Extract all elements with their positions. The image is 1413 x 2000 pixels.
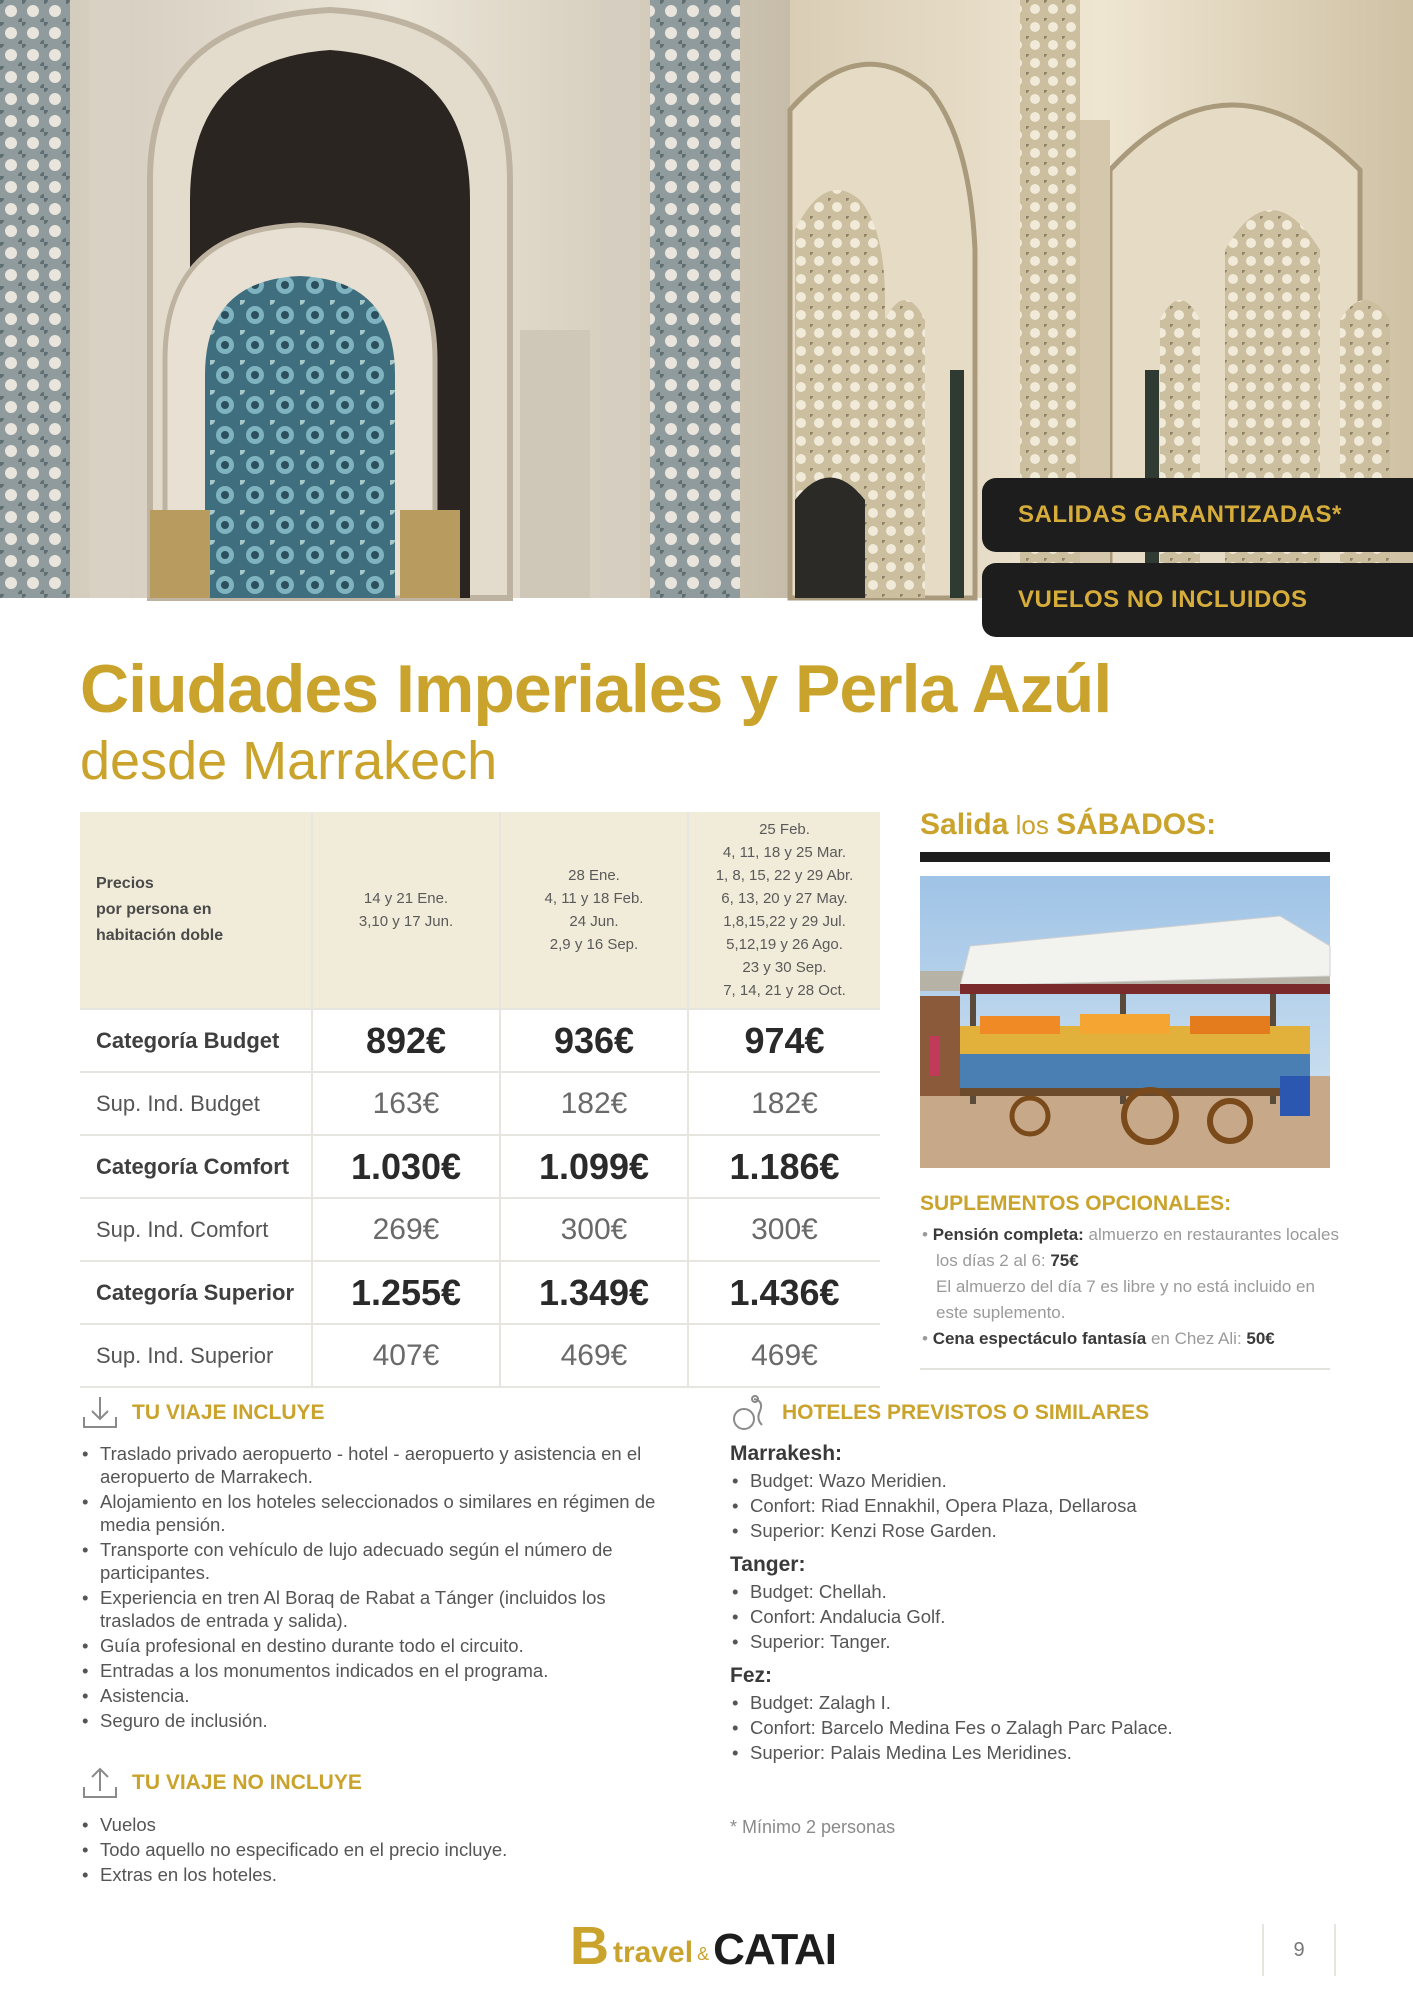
price-cell: 407€ xyxy=(312,1324,500,1387)
supplement-note: El almuerzo del día 7 es libre y no está incluido en este suplemento. xyxy=(936,1277,1315,1322)
row-label: Categoría Superior xyxy=(80,1261,312,1324)
list-item: • Alojamiento en los hoteles seleccionados o similares en régimen de media pensión. xyxy=(80,1490,680,1536)
price-cell: 1.436€ xyxy=(688,1261,880,1324)
table-row xyxy=(80,1072,880,1135)
logo-travel: travel xyxy=(613,1936,694,1969)
list-item: • Budget: Chellah. xyxy=(730,1580,1330,1603)
list-item: • Confort: Riad Ennakhil, Opera Plaza, Dellarosa xyxy=(730,1494,1330,1517)
supplements-divider xyxy=(920,1368,1330,1370)
upload-icon xyxy=(80,1763,120,1803)
list-item: • Budget: Wazo Meridien. xyxy=(730,1469,1330,1492)
list-item: • Traslado privado aeropuerto - hotel - aeropuerto y asistencia en el aeropuerto de Marrakech. xyxy=(80,1442,680,1488)
supplement-price: 50€ xyxy=(1246,1329,1275,1348)
market-photo xyxy=(920,876,1330,1168)
departures-heading xyxy=(920,808,1216,842)
list-item: • Vuelos xyxy=(80,1813,680,1836)
table-row xyxy=(80,1198,880,1261)
row-label: Sup. Ind. Budget xyxy=(80,1072,312,1135)
includes-list xyxy=(80,1442,680,1734)
price-cell: 182€ xyxy=(688,1072,880,1135)
list-item: • Budget: Zalagh I. xyxy=(730,1691,1330,1714)
supplement-price: 75€ xyxy=(1050,1251,1079,1270)
price-cell: 469€ xyxy=(688,1324,880,1387)
list-item: • Seguro de inclusión. xyxy=(80,1709,680,1732)
supplement-item: • Pensión completa: almuerzo en restaurantes locales los días 2 al 6: 75€ El almuerzo del día 7 es libre y no está incluido en este suplemento. xyxy=(922,1225,1339,1322)
supplement-name: Pensión completa: xyxy=(932,1225,1084,1244)
list-item: • Entradas a los monumentos indicados en el programa. xyxy=(80,1659,680,1682)
download-icon xyxy=(80,1393,120,1433)
list-item: • Todo aquello no especificado en el precio incluye. xyxy=(80,1838,680,1861)
table-row xyxy=(80,1324,880,1387)
list-item: • Experiencia en tren Al Boraq de Rabat a Tánger (incluidos los traslados de entrada y salida). xyxy=(80,1586,680,1632)
price-cell: 269€ xyxy=(312,1198,500,1261)
hotel-city-name: Tanger: xyxy=(730,1553,806,1576)
price-table-header xyxy=(80,812,880,1009)
list-item: • Transporte con vehículo de lujo adecuado según el número de participantes. xyxy=(80,1538,680,1584)
hotel-list xyxy=(730,1691,1330,1766)
supplements-title: SUPLEMENTOS OPCIONALES: xyxy=(920,1192,1232,1215)
table-row xyxy=(80,1135,880,1198)
list-item: • Superior: Palais Medina Les Meridines. xyxy=(730,1741,1330,1764)
departures-prefix: Salida xyxy=(920,808,1009,841)
excludes-title: TU VIAJE NO INCLUYE xyxy=(132,1771,362,1794)
row-label: Sup. Ind. Comfort xyxy=(80,1198,312,1261)
table-row xyxy=(80,1261,880,1324)
price-table xyxy=(80,812,880,1388)
hotel-city-name: Marrakesh: xyxy=(730,1442,843,1465)
minimum-note: * Mínimo 2 personas xyxy=(730,1817,896,1837)
hotel-list xyxy=(730,1469,1330,1544)
date-column-3: 25 Feb. 4, 11, 18 y 25 Mar. 1, 8, 15, 22 y 29 Abr. 6, 13, 20 y 27 May. 1,8,15,22 y 29 Jul. 5,12,19 y 26 Ago. 23 y 30 Sep. 7, 14, 21 y 28 Oct. xyxy=(688,812,880,1009)
list-item: • Guía profesional en destino durante todo el circuito. xyxy=(80,1634,680,1657)
hero-photo-mosque xyxy=(0,0,1413,613)
supplements-list xyxy=(920,1222,1340,1352)
list-item: • Asistencia. xyxy=(80,1684,680,1707)
price-cell: 1.186€ xyxy=(688,1135,880,1198)
date-column-1: 14 y 21 Ene. 3,10 y 17 Jun. xyxy=(312,812,500,1009)
table-row xyxy=(80,1009,880,1072)
logo-ampersand: & xyxy=(697,1944,710,1964)
price-cell: 182€ xyxy=(500,1072,688,1135)
logo-catai: CATAI xyxy=(713,1925,836,1974)
price-cell: 1.349€ xyxy=(500,1261,688,1324)
price-cell: 1.099€ xyxy=(500,1135,688,1198)
page-title: Ciudades Imperiales y Perla Azúl xyxy=(80,651,1112,727)
includes-title: TU VIAJE INCLUYE xyxy=(132,1401,325,1424)
row-label: Categoría Budget xyxy=(80,1009,312,1072)
page-subtitle: desde Marrakech xyxy=(80,731,498,791)
supplement-text: en Chez Ali: xyxy=(1146,1329,1247,1348)
price-cell: 892€ xyxy=(312,1009,500,1072)
price-header-label: Precios por persona en habitación doble xyxy=(80,812,312,1009)
price-cell: 300€ xyxy=(500,1198,688,1261)
brand-logo xyxy=(570,1916,836,1976)
price-cell: 469€ xyxy=(500,1324,688,1387)
hotel-city-name: Fez: xyxy=(730,1664,772,1687)
hotel-list xyxy=(730,1580,1330,1655)
list-item: • Confort: Barcelo Medina Fes o Zalagh Parc Palace. xyxy=(730,1716,1330,1739)
page-number: 9 xyxy=(1262,1924,1336,1976)
departures-day: SÁBADOS: xyxy=(1056,808,1217,841)
list-item: • Confort: Andalucia Golf. xyxy=(730,1605,1330,1628)
price-cell: 163€ xyxy=(312,1072,500,1135)
includes-heading xyxy=(80,1393,325,1433)
hotel-bell-icon xyxy=(730,1393,770,1433)
list-item: • Superior: Tanger. xyxy=(730,1630,1330,1653)
logo-b: B xyxy=(570,1916,609,1976)
departures-middle: los xyxy=(1008,810,1057,840)
excludes-heading xyxy=(80,1763,362,1803)
price-cell: 1.255€ xyxy=(312,1261,500,1324)
price-cell: 936€ xyxy=(500,1009,688,1072)
supplement-item: • Cena espectáculo fantasía en Chez Ali: 50€ xyxy=(922,1329,1275,1348)
departures-divider xyxy=(920,852,1330,862)
badge-flights-not-included: VUELOS NO INCLUIDOS xyxy=(982,563,1413,637)
list-item: • Superior: Kenzi Rose Garden. xyxy=(730,1519,1330,1542)
list-item: • Extras en los hoteles. xyxy=(80,1863,680,1886)
supplement-text: almuerzo en restaurantes locales los días 2 al 6: xyxy=(936,1225,1339,1270)
badge-guaranteed-departures: SALIDAS GARANTIZADAS* xyxy=(982,478,1413,552)
price-cell: 1.030€ xyxy=(312,1135,500,1198)
price-cell: 974€ xyxy=(688,1009,880,1072)
market-illustration xyxy=(920,876,1330,1168)
excludes-list xyxy=(80,1813,680,1888)
date-column-2: 28 Ene. 4, 11 y 18 Feb. 24 Jun. 2,9 y 16 Sep. xyxy=(500,812,688,1009)
row-label: Categoría Comfort xyxy=(80,1135,312,1198)
supplement-name: Cena espectáculo fantasía xyxy=(932,1329,1147,1348)
hotels-title: HOTELES PREVISTOS O SIMILARES xyxy=(782,1401,1150,1424)
hotels-heading xyxy=(730,1393,1149,1433)
price-cell: 300€ xyxy=(688,1198,880,1261)
row-label: Sup. Ind. Superior xyxy=(80,1324,312,1387)
